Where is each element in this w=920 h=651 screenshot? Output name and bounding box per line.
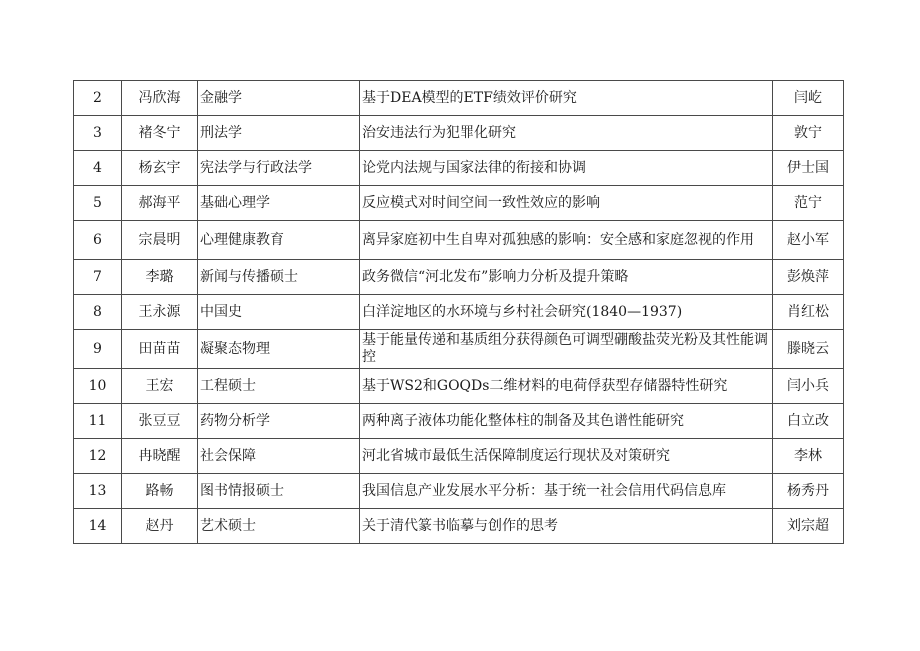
thesis-title: 治安违法行为犯罪化研究	[360, 116, 773, 151]
row-number: 13	[74, 474, 122, 509]
thesis-title: 河北省城市最低生活保障制度运行现状及对策研究	[360, 439, 773, 474]
thesis-title: 反应模式对时间空间一致性效应的影响	[360, 186, 773, 221]
table-row	[74, 186, 844, 221]
thesis-title: 离异家庭初中生自卑对孤独感的影响：安全感和家庭忽视的作用	[360, 221, 773, 260]
supervisor: 伊士国	[773, 151, 844, 186]
student-name: 路畅	[122, 474, 198, 509]
student-name: 宗晨明	[122, 221, 198, 260]
student-name: 冉晓醒	[122, 439, 198, 474]
student-name: 王永源	[122, 295, 198, 330]
major: 工程硕士	[198, 369, 360, 404]
supervisor: 杨秀丹	[773, 474, 844, 509]
thesis-title: 论党内法规与国家法律的衔接和协调	[360, 151, 773, 186]
thesis-title: 基于DEA模型的ETF绩效评价研究	[360, 81, 773, 116]
major: 中国史	[198, 295, 360, 330]
row-number: 5	[74, 186, 122, 221]
thesis-table	[73, 80, 844, 544]
supervisor: 赵小军	[773, 221, 844, 260]
table-row	[74, 260, 844, 295]
major: 凝聚态物理	[198, 330, 360, 369]
row-number: 4	[74, 151, 122, 186]
student-name: 王宏	[122, 369, 198, 404]
supervisor: 闫小兵	[773, 369, 844, 404]
thesis-title: 政务微信“河北发布”影响力分析及提升策略	[360, 260, 773, 295]
major: 艺术硕士	[198, 509, 360, 544]
student-name: 褚冬宁	[122, 116, 198, 151]
major: 图书情报硕士	[198, 474, 360, 509]
table-row	[74, 509, 844, 544]
row-number: 14	[74, 509, 122, 544]
thesis-title: 基于WS2和GOQDs二维材料的电荷俘获型存储器特性研究	[360, 369, 773, 404]
major: 刑法学	[198, 116, 360, 151]
table-row	[74, 439, 844, 474]
student-name: 张豆豆	[122, 404, 198, 439]
major: 药物分析学	[198, 404, 360, 439]
table-row	[74, 330, 844, 369]
supervisor: 肖红松	[773, 295, 844, 330]
student-name: 李璐	[122, 260, 198, 295]
thesis-title: 基于能量传递和基质组分获得颜色可调型硼酸盐荧光粉及其性能调控	[360, 330, 773, 369]
thesis-title: 白洋淀地区的水环境与乡村社会研究(1840—1937)	[360, 295, 773, 330]
student-name: 赵丹	[122, 509, 198, 544]
thesis-table-body	[74, 81, 844, 544]
supervisor: 彭焕萍	[773, 260, 844, 295]
thesis-title: 两种离子液体功能化整体柱的制备及其色谱性能研究	[360, 404, 773, 439]
major: 新闻与传播硕士	[198, 260, 360, 295]
supervisor: 敦宁	[773, 116, 844, 151]
student-name: 冯欣海	[122, 81, 198, 116]
row-number: 6	[74, 221, 122, 260]
student-name: 田苗苗	[122, 330, 198, 369]
supervisor: 李林	[773, 439, 844, 474]
student-name: 杨玄宇	[122, 151, 198, 186]
student-name: 郝海平	[122, 186, 198, 221]
major: 金融学	[198, 81, 360, 116]
table-row	[74, 404, 844, 439]
row-number: 10	[74, 369, 122, 404]
supervisor: 闫屹	[773, 81, 844, 116]
supervisor: 滕晓云	[773, 330, 844, 369]
major: 社会保障	[198, 439, 360, 474]
major: 心理健康教育	[198, 221, 360, 260]
table-row	[74, 116, 844, 151]
row-number: 3	[74, 116, 122, 151]
table-row	[74, 369, 844, 404]
thesis-title: 关于清代篆书临摹与创作的思考	[360, 509, 773, 544]
row-number: 2	[74, 81, 122, 116]
supervisor: 刘宗超	[773, 509, 844, 544]
major: 宪法学与行政法学	[198, 151, 360, 186]
row-number: 8	[74, 295, 122, 330]
row-number: 11	[74, 404, 122, 439]
table-row	[74, 151, 844, 186]
thesis-title: 我国信息产业发展水平分析：基于统一社会信用代码信息库	[360, 474, 773, 509]
row-number: 9	[74, 330, 122, 369]
table-row	[74, 81, 844, 116]
supervisor: 白立改	[773, 404, 844, 439]
table-row	[74, 474, 844, 509]
table-row	[74, 221, 844, 260]
table-row	[74, 295, 844, 330]
row-number: 7	[74, 260, 122, 295]
supervisor: 范宁	[773, 186, 844, 221]
major: 基础心理学	[198, 186, 360, 221]
row-number: 12	[74, 439, 122, 474]
